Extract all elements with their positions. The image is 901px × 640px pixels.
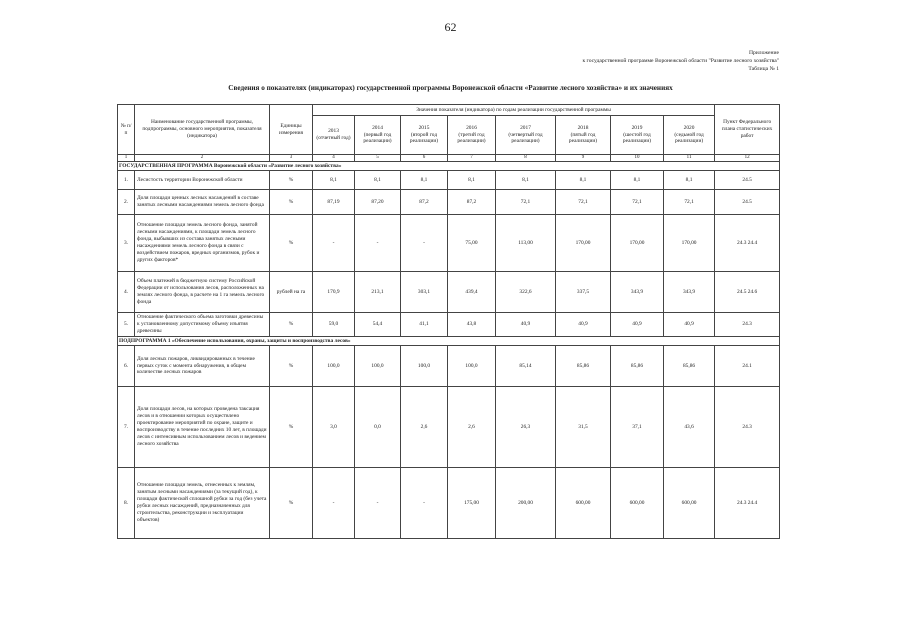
year-note: (седьмой год реализации) [674,131,704,145]
value-cell: 2,6 [448,387,496,468]
indicator-name: Отношение площади земель лесного фонда, занятой лесными насаждениями, к площади земель лесного фонда, выбывших из состава занятых лесными насаждениями земель лесного фонда в связи с воздействием пожаров, вредных организмов, рубок и других факторов* [135,215,270,272]
unit-cell: % [270,468,313,539]
table-body [118,162,780,539]
header-year-2018 [556,116,611,155]
year-note: (первый год реализации) [363,131,392,145]
value-cell: 175,00 [448,468,496,539]
value-cell: 31,5 [556,387,611,468]
year-label: 2020 [683,124,695,131]
year-label: 2016 [466,124,477,131]
value-cell: - [401,215,448,272]
table-number: Таблица № 1 [748,65,779,72]
column-number: 9 [556,155,611,162]
value-cell: 600,00 [611,468,664,539]
value-cell: 40,9 [664,313,715,337]
table-row [118,190,780,215]
plan-item-cell: 24.3 24.4 [715,215,780,272]
value-cell: 343,9 [611,272,664,313]
value-cell: 213,1 [355,272,401,313]
value-cell: 40,9 [611,313,664,337]
value-cell: 100,0 [355,346,401,387]
column-number: 11 [664,155,715,162]
page-number: 62 [444,20,457,34]
value-cell: 40,9 [556,313,611,337]
section-title: ГОСУДАРСТВЕННАЯ ПРОГРАММА Воронежской области «Развитие лесного хозяйства» [118,162,780,171]
header-year-2017 [496,116,556,155]
year-note: (четвертый год реализации) [508,131,543,145]
value-cell: 303,1 [401,272,448,313]
header-values-group: Значения показателя (индикатора) по годам реализации государственной программы [313,105,715,116]
plan-item-cell: 24.1 [715,346,780,387]
year-note: (шестой год реализации) [622,131,652,145]
value-cell: 43,8 [448,313,496,337]
header-num: № п/п [118,105,135,155]
section-row [118,337,780,346]
value-cell: 59,0 [313,313,355,337]
column-number: 2 [135,155,270,162]
year-label: 2019 [631,124,643,131]
row-number: 2. [118,190,135,215]
header-year-2016 [448,116,496,155]
header-year-2014 [355,116,401,155]
value-cell: 337,5 [556,272,611,313]
value-cell: 439,4 [448,272,496,313]
header-name: Наименование государственной программы, подпрограммы, основного мероприятия, показателя (индикатора) [135,105,270,155]
indicator-name: Объем платежей в бюджетную систему Российской Федерации от использования лесов, расположенных на землях лесного фонда, в расчете на 1 га земель лесного фонда [135,272,270,313]
header-year-2020 [664,116,715,155]
year-label: 2014 [372,124,383,131]
plan-item-cell: 24.5 [715,171,780,190]
unit-cell: % [270,215,313,272]
row-number: 7. [118,387,135,468]
value-cell: 343,9 [664,272,715,313]
value-cell: 43,6 [664,387,715,468]
column-number: 3 [270,155,313,162]
row-number: 4. [118,272,135,313]
value-cell: 100,0 [401,346,448,387]
plan-item-cell: 24.3 24.4 [715,468,780,539]
table-row [118,313,780,337]
value-cell: 600,00 [556,468,611,539]
row-number: 5. [118,313,135,337]
table-row [118,387,780,468]
value-cell: 170,00 [664,215,715,272]
value-cell: 85,86 [556,346,611,387]
header-year-2019 [611,116,664,155]
value-cell: 40,9 [496,313,556,337]
table-row [118,171,780,190]
value-cell: 322,6 [496,272,556,313]
header-unit: Единицы измерения [270,105,313,155]
value-cell: - [355,468,401,539]
header-plan-item: Пункт Федерального плана статистических работ [715,105,780,155]
row-number: 6. [118,346,135,387]
indicator-name: Доля лесных пожаров, ликвидированных в течение первых суток с момента обнаружения, в общем количестве лесных пожаров [135,346,270,387]
value-cell: - [313,215,355,272]
value-cell: 170,9 [313,272,355,313]
value-cell: 100,0 [313,346,355,387]
unit-cell: % [270,346,313,387]
year-note: (отчетный год) [316,135,351,141]
value-cell: 2,6 [401,387,448,468]
value-cell: 8,1 [448,171,496,190]
value-cell: 8,1 [611,171,664,190]
column-number: 12 [715,155,780,162]
value-cell: 87,19 [313,190,355,215]
value-cell: 87,20 [355,190,401,215]
value-cell: 0,0 [355,387,401,468]
year-note: (пятый год реализации) [568,131,598,145]
year-label: 2017 [520,124,531,131]
value-cell: 3,0 [313,387,355,468]
column-number: 1 [118,155,135,162]
table-row [118,346,780,387]
unit-cell: % [270,190,313,215]
value-cell: - [355,215,401,272]
value-cell: 170,00 [556,215,611,272]
value-cell: 72,1 [496,190,556,215]
value-cell: 54,4 [355,313,401,337]
value-cell: 8,1 [401,171,448,190]
header-year-2015 [401,116,448,155]
value-cell: 8,1 [313,171,355,190]
value-cell: 600,00 [664,468,715,539]
value-cell: - [401,468,448,539]
value-cell: 26,3 [496,387,556,468]
value-cell: 72,1 [611,190,664,215]
plan-item-cell: 24.5 24.6 [715,272,780,313]
column-number: 7 [448,155,496,162]
value-cell: 8,1 [496,171,556,190]
value-cell: 75,00 [448,215,496,272]
column-number: 8 [496,155,556,162]
row-number: 8. [118,468,135,539]
indicator-name: Отношение фактического объема заготовки древесины к установленному допустимому объему изъятия древесины [135,313,270,337]
indicators-table [117,104,780,539]
value-cell: - [313,468,355,539]
value-cell: 200,00 [496,468,556,539]
document-title: Сведения о показателях (индикаторах) государственной программы Воронежской области «Развитие лесного хозяйства» и их значениях [228,84,673,92]
table-row [118,468,780,539]
column-number: 5 [355,155,401,162]
plan-item-cell: 24.5 [715,190,780,215]
year-note: (третий год реализации) [457,131,486,145]
value-cell: 87,2 [448,190,496,215]
value-cell: 85,86 [611,346,664,387]
value-cell: 100,0 [448,346,496,387]
table-row [118,215,780,272]
plan-item-cell: 24.3 [715,387,780,468]
column-number: 4 [313,155,355,162]
value-cell: 41,1 [401,313,448,337]
value-cell: 72,1 [556,190,611,215]
value-cell: 8,1 [556,171,611,190]
value-cell: 8,1 [355,171,401,190]
unit-cell: % [270,313,313,337]
unit-cell: % [270,387,313,468]
row-number: 3. [118,215,135,272]
unit-cell: % [270,171,313,190]
column-number: 6 [401,155,448,162]
value-cell: 85,86 [664,346,715,387]
indicator-name: Доля площади лесов, на которых проведена таксация лесов и в отношении которых осуществлено проектирование мероприятий по охране, защите и воспроизводству в течение последних 10 лет, в площади лесов с интенсивным использованием лесов и ведением лесного хозяйства [135,387,270,468]
value-cell: 87,2 [401,190,448,215]
column-numbers-row [118,155,780,162]
row-number: 1. [118,171,135,190]
year-label: 2013 [328,128,339,135]
appendix-note [582,50,779,73]
indicator-name: Лесистость территории Воронежской области [135,171,270,190]
value-cell: 72,1 [664,190,715,215]
value-cell: 37,1 [611,387,664,468]
year-label: 2018 [577,124,589,131]
value-cell: 170,00 [611,215,664,272]
section-title: ПОДПРОГРАММА 1 «Обеспечение использования, охраны, защиты и воспроизводства лесов» [118,337,780,346]
value-cell: 85,14 [496,346,556,387]
value-cell: 113,00 [496,215,556,272]
column-number: 10 [611,155,664,162]
plan-item-cell: 24.3 [715,313,780,337]
value-cell: 8,1 [664,171,715,190]
appendix-line: Приложение [748,50,779,56]
year-note: (второй год реализации) [409,131,439,145]
year-label: 2015 [418,124,430,131]
section-row [118,162,780,171]
appendix-line: к государственной программе Воронежской области "Развитие лесного хозяйства" [582,57,779,64]
indicator-name: Доля площади ценных лесных насаждений в составе занятых лесными насаждениями земель лесного фонда [135,190,270,215]
unit-cell: рублей на га [270,272,313,313]
indicator-name: Отношение площади земель, отнесенных к землям, занятым лесными насаждениями (за текущий год), к площади фактической сплошной рубки за год (без учета рубки лесных насаждений, предназначенных для строительства, реконструкции и эксплуатации объектов) [135,468,270,539]
header-year-2013 [313,116,355,155]
table-row [118,272,780,313]
